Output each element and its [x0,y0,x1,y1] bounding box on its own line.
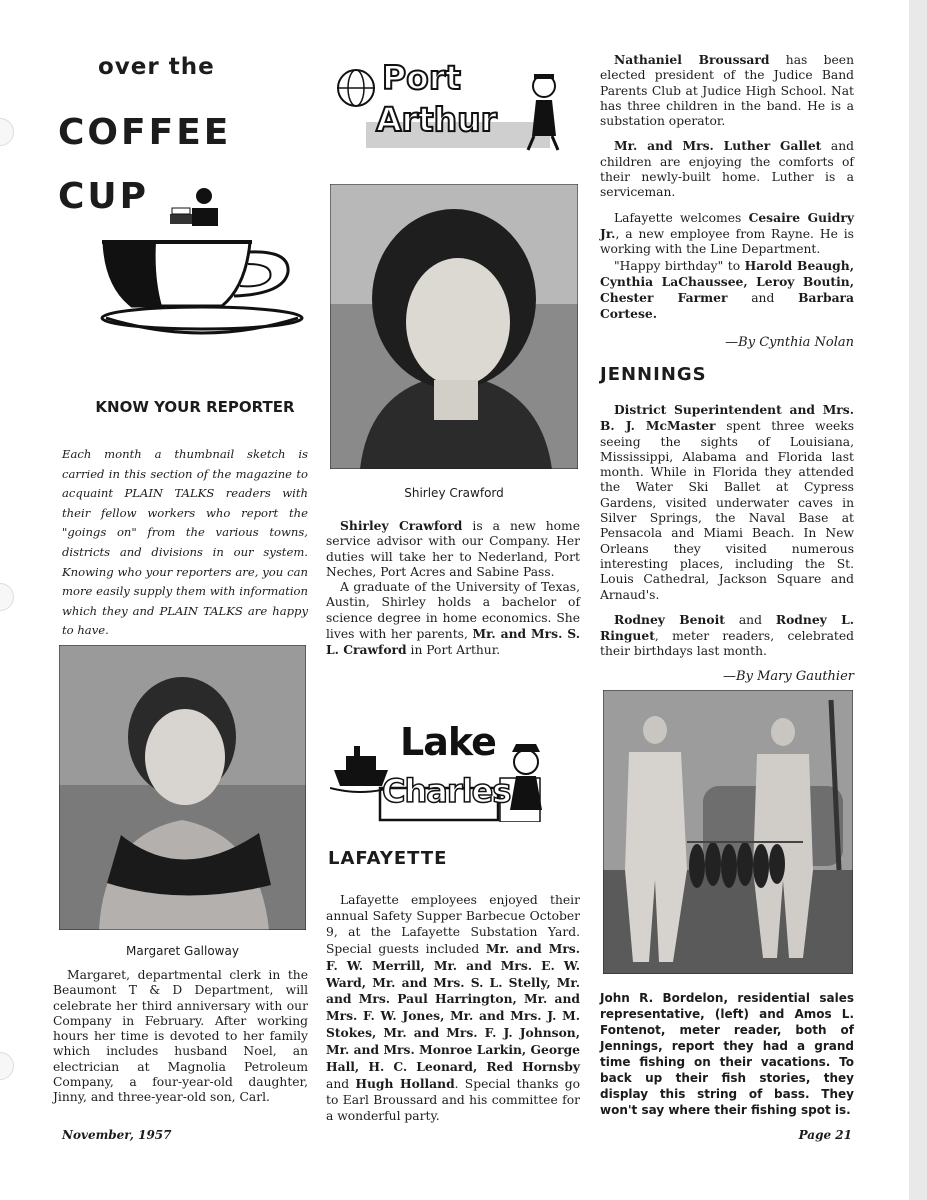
lafayette-guests: Mr. and Mrs. F. W. Merrill, Mr. and Mrs. E. W. Ward, Mr. and Mrs. S. L. Stelly, Mr. and Mrs. Paul Harrington, Mr. and Mrs. F. W. Jones, Mr. and Mrs. J. M. Stokes, Mr. and Mrs. F. J. Johnson, Mr. and Mrs. Monroe Larkin, George Hall, H. C. Leonard, Red Hornsby [326,940,580,1075]
footer-page-number: Page 21 [798,1128,852,1142]
birthday-names: Harold Beaugh, Cynthia LaChaussee, Leroy Boutin, Chester Farmer [600,257,855,306]
guidry-name: Cesaire Guidry Jr. [600,209,855,241]
lafayette-t3: . Special thanks go to Earl Broussard and his committee for a wonderful party. [326,1076,580,1123]
mcmaster-name: District Superintendent and Mrs. B. J. McMaster [600,402,854,434]
shirley-parents: Mr. and Mrs. S. L. Crawford [326,626,580,658]
shirley-article [326,518,580,659]
hole-punch [0,118,14,146]
jennings-article [600,402,854,684]
hole-punch [0,583,14,611]
reporter-intro: Each month a thumbnail sketch is carried in this section of the magazine to acquaint PLAIN TALKS readers with their fellow workers who report the "goings on" from the various towns, districts and divisions in our system. Knowing who your reporters are, you can more easily supply them with information which they and PLAIN TALKS are happy to have. [62,447,308,638]
lafayette-article [326,893,580,1125]
byline-cynthia-nolan: —By Cynthia Nolan [725,334,854,350]
broussard-name: Nathaniel Broussard [614,52,770,67]
shirley-p2-end: in Port Arthur. [406,643,501,658]
gallet-text: and children are enjoying the comforts of their newly-built home. Luther is a serviceman. [600,139,854,200]
birthday-and: and [727,291,799,306]
port-arthur-logo-line2: Arthur [376,100,497,139]
shirley-p2-start: A graduate of the University of Texas, Austin, Shirley holds a bachelor of science degree in home economics. She lives with her parents, [326,580,580,642]
benoit-and: and [724,612,776,627]
shirley-caption: Shirley Crawford [404,486,504,500]
coffee-cup-illustration [92,178,307,348]
port-arthur-logo [336,56,578,152]
lafayette-t1: Lafayette employees enjoyed their annual Safety Supper Barbecue October 9, at the Lafayette Substation Yard. Special guests included [326,893,580,956]
lafayette-t2: and [326,1076,356,1091]
ringuet-name: Rodney L. Ringuet [600,611,854,644]
byline-mary-gauthier: —By Mary Gauthier [723,668,854,684]
over-the-text: over the [98,54,215,80]
birthday-last: Barbara Cortese. [600,290,854,322]
fishing-photo [603,690,853,974]
right-column-news [600,52,854,350]
footer-date: November, 1957 [62,1128,172,1142]
guidry-start: Lafayette welcomes [614,210,749,225]
lake-charles-logo [330,718,558,822]
port-arthur-logo-line1: Port [382,58,461,97]
lafayette-heading: LAFAYETTE [328,848,448,869]
benoit-name: Rodney Benoit [614,611,725,627]
hole-punch [0,1052,14,1080]
birthday-start: "Happy birthday" to [614,258,745,273]
mcmaster-text: spent three weeks seeing the sights of Louisiana, Mississippi, Alabama and Florida last month. While in Florida they attended the Water Ski Ballet at Cypress Gardens, visited underwater caves in Silver Springs, the Naval Base at Pensacola and Miami Beach. In New Orleans they visited numerous interesting places, including the St. Louis Cathedral, Jackson Square and Arnaud's. [600,419,855,602]
gallet-name: Mr. and Mrs. Luther Gallet [614,138,822,154]
fishing-caption: John R. Bordelon, residential sales representative, (left) and Amos L. Fontenot, meter reader, both of Jennings, report they had a grand time fishing on their vacations. To back up their fish stories, they display this string of bass. They won't say where their fishing spot is. [600,991,854,1117]
guidry-text: , a new employee from Rayne. He is working with the Line Department. [600,226,854,257]
margaret-galloway-photo [59,645,306,930]
margaret-text: Margaret, departmental clerk in the Beaumont T & D Department, will celebrate her third anniversary with our Company in February. After working hours her time is devoted to her family which includes husband Noel, an electrician at Magnolia Petroleum Company, a four-year-old daughter, Jinny, and three-year-old son, Carl. [53,968,308,1105]
know-your-reporter-heading: KNOW YOUR REPORTER [95,398,295,416]
broussard-text: has been elected president of the Judice Band Parents Club at Judice High School. Nat has three children in the band. He is a substation operator. [600,53,854,129]
margaret-caption: Margaret Galloway [126,944,239,958]
shirley-name: Shirley Crawford [340,518,463,533]
jennings-heading: JENNINGS [600,364,707,385]
lafayette-guest-last: Hugh Holland [355,1075,455,1091]
shirley-crawford-photo [330,184,578,469]
birthday-meter-text: , meter readers, celebrated their birthdays last month. [600,629,854,659]
cup-heading: CUP [58,176,150,217]
coffee-heading: COFFEE [58,112,232,153]
lake-charles-logo-line2: Charles [382,772,511,810]
shirley-p1: is a new home service advisor with our Company. Her duties will take her to Nederland, Port Neches, Port Acres and Sabine Pass. [326,519,580,579]
page-edge [909,0,927,1200]
lake-charles-logo-line1: Lake [400,720,496,764]
